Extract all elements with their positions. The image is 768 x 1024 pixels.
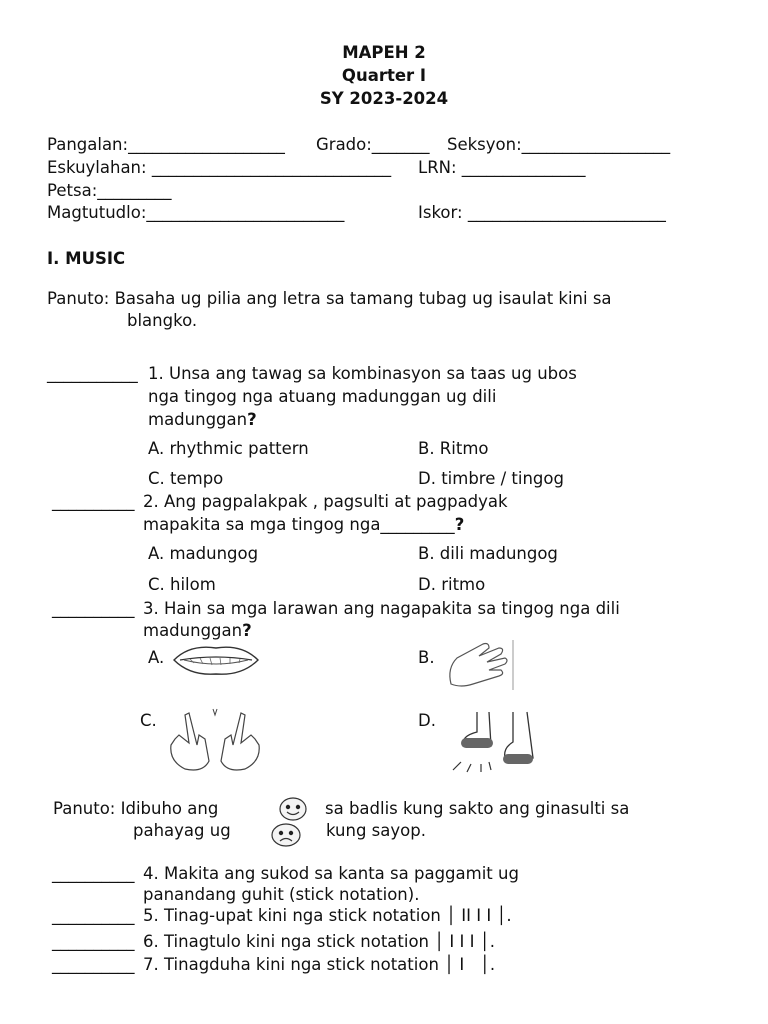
statement-text: panandang guhit (stick notation). [143,885,420,904]
answer-blank[interactable]: __________ [52,864,135,883]
choice-a[interactable]: A. [148,648,165,667]
answer-blank[interactable]: __________ [52,955,135,974]
clapping-hands-icon [443,638,517,692]
question-text: 2. Ang pagpalakpak , pagsulti at pagpadyak [143,492,508,511]
document-subject: MAPEH 2 [342,43,426,62]
instruction-line: Panuto: Idibuho ang [53,799,219,818]
eskuylahan-field[interactable]: Eskuylahan: _____________________________ [47,158,392,177]
open-hands-icon [165,705,265,775]
choice-c[interactable]: C. tempo [148,469,224,488]
question-text: 3. Hain sa mga larawan ang nagapakita sa tingog nga dili [143,599,620,618]
choice-c[interactable]: C. hilom [148,575,216,594]
instruction-line: Panuto: Basaha ug pilia ang letra sa tamang tubag ug isaulat kini sa [47,289,612,308]
choice-d[interactable]: D. ritmo [418,575,486,594]
statement-text: 4. Makita ang sukod sa kanta sa paggamit ug [143,864,519,883]
instruction-line: kung sayop. [326,821,426,840]
choice-b[interactable]: B. dili madungog [418,544,558,563]
choice-b[interactable]: B. Ritmo [418,439,489,458]
iskor-field[interactable]: Iskor: ________________________ [418,203,666,222]
grado-field[interactable]: Grado:_______ [316,135,430,154]
answer-blank[interactable]: __________ [52,932,135,951]
question-text: nga tingog nga atuang madunggan ug dili [148,387,497,406]
petsa-field[interactable]: Petsa:_________ [47,181,172,200]
choice-b[interactable]: B. [418,648,435,667]
question-text: madunggan? [148,410,257,429]
pangalan-field[interactable]: Pangalan:___________________ [47,135,285,154]
sad-face-icon [270,822,302,848]
stomping-feet-icon [447,708,539,776]
question-text: 1. Unsa ang tawag sa kombinasyon sa taas ug ubos [148,364,577,383]
answer-blank[interactable]: __________ [52,492,135,511]
answer-blank[interactable]: __________ [52,906,135,925]
document-quarter: Quarter I [341,66,427,85]
instruction-line: sa badlis kung sakto ang ginasulti sa [325,799,630,818]
choice-d[interactable]: D. [418,711,436,730]
document-school-year: SY 2023-2024 [319,89,449,108]
choice-a[interactable]: A. madungog [148,544,259,563]
section-title: I. MUSIC [47,249,126,268]
lrn-field[interactable]: LRN: _______________ [418,158,586,177]
question-text: mapakita sa mga tingog nga_________? [143,515,465,534]
statement-text: 7. Tinagduha kini nga stick notation │ I │. [143,955,496,974]
choice-d[interactable]: D. timbre / tingog [418,469,564,488]
seksyon-field[interactable]: Seksyon:__________________ [447,135,671,154]
instruction-line: blangko. [127,311,198,330]
choice-a[interactable]: A. rhythmic pattern [148,439,309,458]
lips-icon [170,640,262,680]
statement-text: 5. Tinag-upat kini nga stick notation │ II I I │. [143,906,512,925]
magtutudlo-field[interactable]: Magtutudlo:________________________ [47,203,345,222]
choice-c[interactable]: C. [140,711,157,730]
happy-face-icon [278,796,308,822]
question-text: madunggan? [143,621,252,640]
answer-blank[interactable]: __________ [52,599,135,618]
answer-blank[interactable]: ___________ [47,364,138,383]
instruction-line: pahayag ug [133,821,231,840]
statement-text: 6. Tinagtulo kini nga stick notation │ I I I │. [143,932,495,951]
